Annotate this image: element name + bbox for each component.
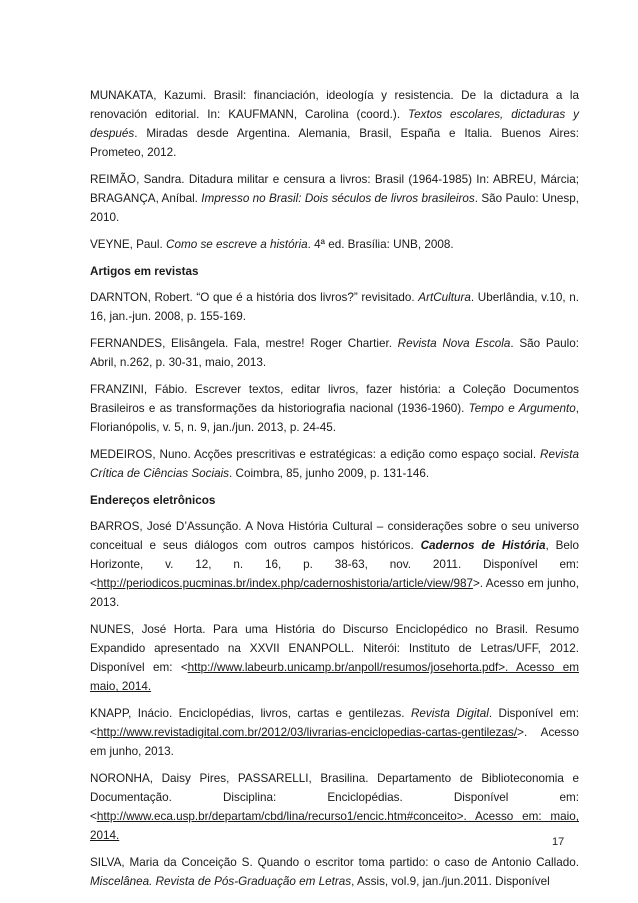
ref-rest: . São Paulo: Unesp, 2010. [90, 192, 580, 224]
ref-url-link[interactable]: http://www.labeurb.unicamp.br/anpoll/resumos/josehorta.pdf>. Acesso em maio, 2014. [90, 661, 579, 693]
ref-silva [90, 853, 579, 891]
ref-darnton [90, 288, 579, 326]
ref-franzini [90, 380, 579, 437]
ref-veyne [90, 235, 579, 254]
ref-title: Como se escreve a história [166, 238, 308, 251]
ref-rest: , Assis, vol.9, jan./jun.2011. Disponível [351, 875, 550, 888]
ref-text: MUNAKATA, Kazumi. Brasil: financiación, ideología y resistencia. De la dictadura a la renovación editorial. In: KAUFMANN, Carolina (coord.). [90, 89, 579, 121]
section-heading-enderecos: Endereços eletrônicos [90, 494, 216, 507]
ref-mid: , Belo Horizonte, v. 12, n. 16, p. 38-63, nov. 2011. Disponível em: < [90, 539, 580, 590]
ref-text: REIMÃO, Sandra. Ditadura militar e censura a livros: Brasil (1964-1985) In: ABREU, Márcia; BRAGANÇA, Aníbal. [90, 173, 579, 205]
ref-text: BARROS, José D’Assunção. A Nova História Cultural – considerações sobre o seu universo conceitual e seus diálogos com outros campos históricos. [90, 520, 579, 552]
ref-text: FERNANDES, Elisângela. Fala, mestre! Roger Chartier. [90, 337, 398, 350]
section-heading-artigos: Artigos em revistas [90, 265, 199, 278]
ref-rest: . Coimbra, 85, junho 2009, p. 131-146. [229, 467, 430, 480]
ref-noronha [90, 769, 579, 845]
ref-title: ArtCultura [418, 291, 471, 304]
ref-text: MEDEIROS, Nuno. Acções prescritivas e estratégicas: a edição como espaço social. [90, 448, 541, 461]
ref-rest: . Miradas desde Argentina. Alemania, Brasil, España e Italia. Buenos Aires: Prometeo, 2012. [90, 127, 579, 159]
ref-nunes [90, 620, 579, 696]
ref-munakata [90, 86, 579, 162]
ref-rest: >. Acesso em junho, 2013. [90, 577, 579, 609]
ref-text: KNAPP, Inácio. Enciclopédias, livros, cartas e gentilezas. [90, 707, 411, 720]
ref-text: FRANZINI, Fábio. Escrever textos, editar livros, fazer história: a Coleção Documentos Brasileiros e as transformações da historiografia nacional (1936-1960). [90, 383, 579, 415]
ref-medeiros [90, 445, 579, 483]
ref-title: Revista Digital [410, 707, 489, 720]
ref-title: Textos escolares, dictaduras y después [90, 108, 579, 140]
ref-rest: , Florianópolis, v. 5, n. 9, jan./jun. 2013, p. 24-45. [90, 402, 579, 434]
bibliography [90, 86, 579, 899]
ref-title: Impresso no Brasil: Dois séculos de livros brasileiros [201, 192, 475, 205]
ref-reimao [90, 170, 579, 227]
ref-text: NUNES, José Horta. Para uma História do Discurso Enciclopédico no Brasil. Resumo Expandido apresentado na XXVII ENANPOLL. Niterói: Instituto de Letras/UFF, 2012. Disponível em: < [90, 623, 579, 674]
ref-text: DARNTON, Robert. “O que é a história dos livros?” revisitado. [90, 291, 419, 304]
ref-title: Cadernos de História [420, 539, 546, 552]
ref-knapp [90, 704, 579, 761]
ref-text: VEYNE, Paul. [90, 238, 167, 251]
ref-text: NORONHA, Daisy Pires, PASSARELLI, Brasilina. Departamento de Biblioteconomia e Documentação. Disciplina: Enciclopédias. Disponível em: < [90, 772, 579, 823]
ref-title: Revista Crítica de Ciências Sociais [90, 448, 579, 480]
ref-rest: . São Paulo: Abril, n.262, p. 30-31, maio, 2013. [90, 337, 579, 369]
ref-rest: >. Acesso em junho, 2013. [90, 726, 579, 758]
ref-title: Miscelânea. Revista de Pós-Graduação em Letras [90, 875, 352, 888]
ref-text: SILVA, Maria da Conceição S. Quando o escritor toma partido: o caso de Antonio Callado. [90, 856, 579, 869]
ref-url-link[interactable]: http://www.eca.usp.br/departam/cbd/lina/recurso1/encic.htm#conceito>. Acesso em: maio, 2014. [90, 810, 579, 842]
page-number: 17 [552, 836, 565, 848]
ref-url-link[interactable]: http://www.revistadigital.com.br/2012/03/livrarias-enciclopedias-cartas-gentilezas/ [96, 726, 518, 739]
ref-fernandes [90, 334, 579, 372]
ref-url-link[interactable]: http://periodicos.pucminas.br/index.php/cadernoshistoria/article/view/987 [96, 577, 473, 590]
ref-title: Tempo e Argumento [468, 402, 576, 415]
ref-rest: . 4ª ed. Brasília: UNB, 2008. [307, 238, 454, 251]
ref-mid: . Disponível em: < [90, 707, 579, 739]
ref-title: Revista Nova Escola [397, 337, 511, 350]
ref-barros [90, 517, 579, 612]
ref-rest: . Uberlândia, v.10, n. 16, jan.-jun. 2008, p. 155-169. [90, 291, 579, 323]
